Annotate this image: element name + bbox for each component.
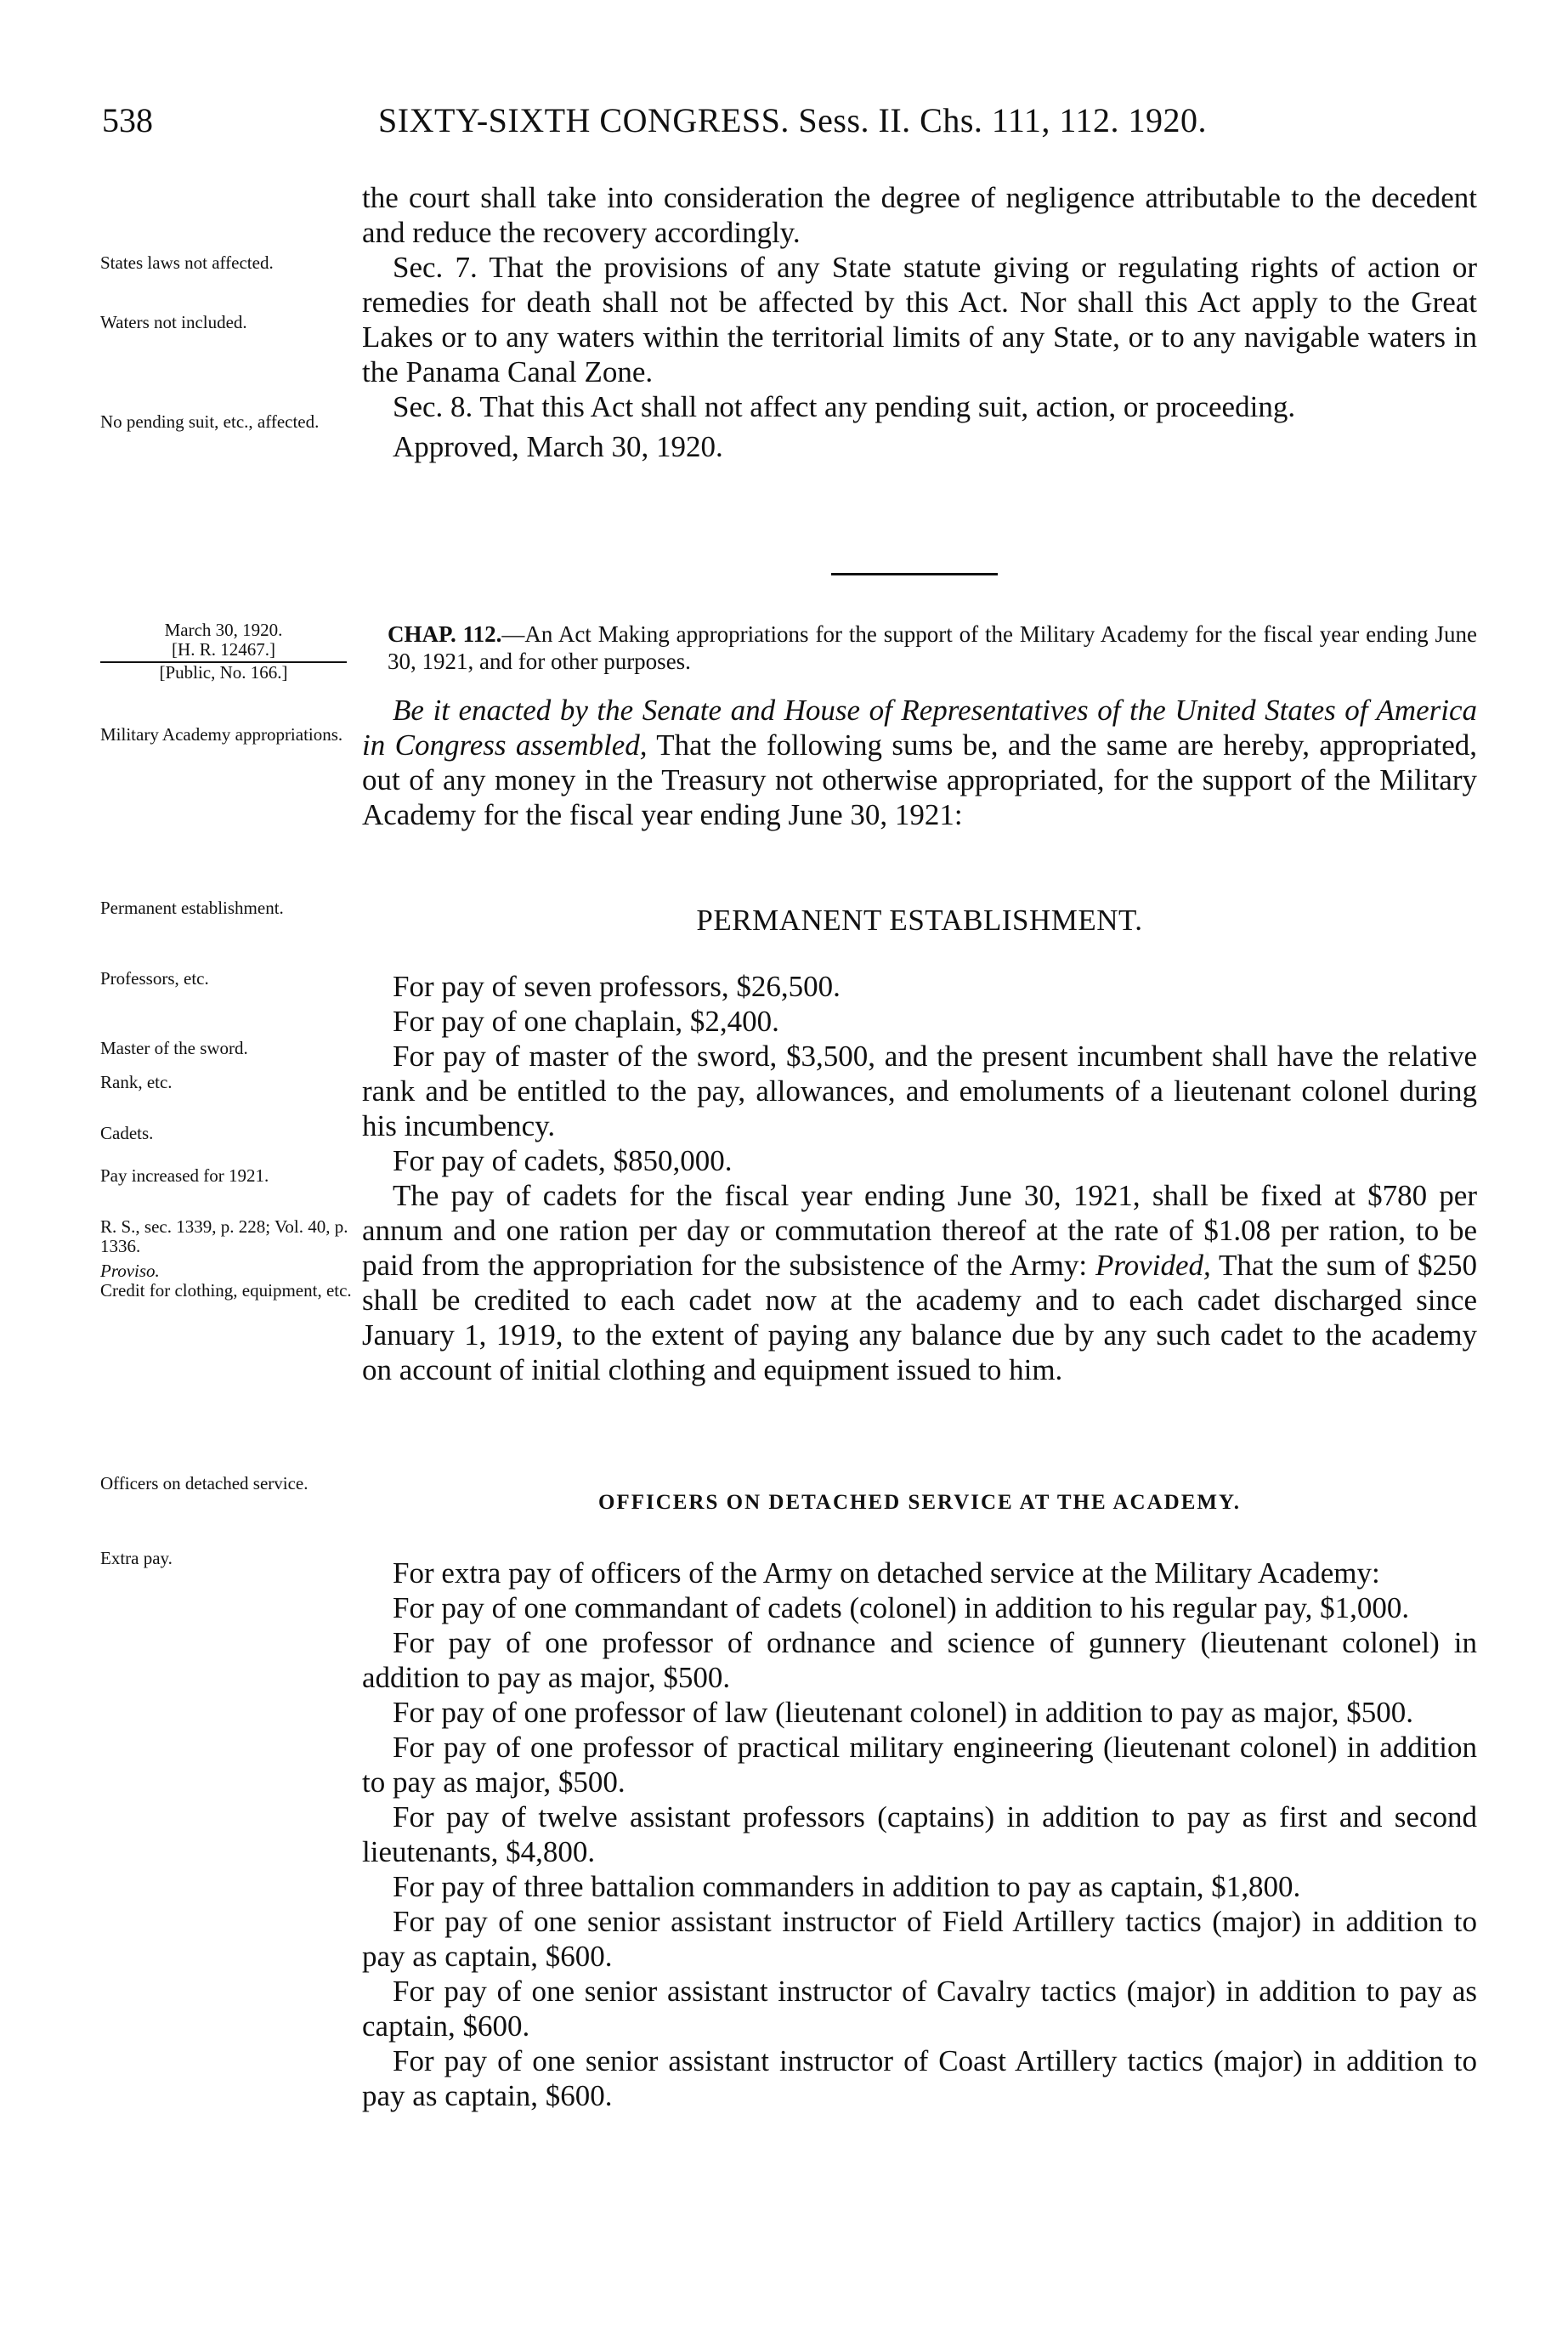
margin-note-rank: Rank, etc. [100,1072,173,1092]
officer-item: For pay of three battalion commanders in addition to pay as captain, $1,800. [393,1870,1301,1903]
margin-note-master: Master of the sword. [100,1038,248,1058]
item-master-of-sword: For pay of master of the sword, $3,500, and the present incumbent shall have the relative rank and be entitled to the pay, allowances, and emoluments of a lieutenant colonel during his incumbency. [362,1040,1477,1142]
item-chaplain: For pay of one chaplain, $2,400. [393,1005,779,1038]
citation-date: March 30, 1920. [164,620,283,640]
margin-note-pay-increased: Pay increased for 1921. [100,1165,269,1186]
section-7: Sec. 7. That the provisions of any State statute giving or regulating rights of action or remedies for death shall not be affected by this Act. Nor shall this Act apply to the Great Lakes or to any waters within the territorial limits of any State, or to any navigable waters in the Panama Canal Zone. [362,251,1477,388]
previous-chapter-end [362,180,1477,464]
margin-note-no-pending: No pending suit, etc., affected. [100,411,320,432]
margin-note-proviso: Proviso. [100,1261,160,1281]
margin-note-revised-statutes: R. S., sec. 1339, p. 228; Vol. 40, p. 1336. [100,1216,348,1256]
item-cadets: For pay of cadets, $850,000. [393,1144,733,1177]
enacting-clause [362,693,1477,832]
page-number: 538 [102,101,153,139]
chapter-citation [100,621,347,683]
citation-bill: [H. R. 12467.] [172,639,275,660]
approval-line: Approved, March 30, 1920. [393,430,723,463]
item-cadet-pay: The pay of cadets for the fiscal year ending June 30, 1921, shall be fixed at $780 per annum and one ration per day or commutation thereof at the rate of $1.08 per ration, to be paid from the appropriation for the subsistence of the Army: Provided, That the sum of $250 shall be credited to each cadet now at the academy and to each cadet discharged since January 1, 1919, to the extent of paying any balance due by any such cadet to the academy on account of initial clothing and equipment issued to him. [362,1179,1478,1386]
officer-item: For pay of one professor of practical military engineering (lieutenant colonel) in addition to pay as major, $500. [362,1731,1477,1799]
chapter-description: —An Act Making appropriations for the support of the Military Academy for the fiscal year ending June 30, 1921, and for other purposes. [388,621,1477,674]
permanent-items [362,969,1477,1387]
chapter-label: CHAP. 112. [388,621,502,647]
section-8: Sec. 8. That this Act shall not affect any pending suit, action, or proceeding. [393,390,1296,423]
heading-permanent-establishment: PERMANENT ESTABLISHMENT. [696,904,1143,937]
margin-note-officers: Officers on detached service. [100,1473,309,1493]
margin-note-credit: Credit for clothing, equipment, etc. [100,1280,352,1301]
officer-item: For pay of one senior assistant instructor of Cavalry tactics (major) in addition to pay as captain, $600. [362,1975,1477,2043]
officer-item: For pay of twelve assistant professors (captains) in addition to pay as first and second lieutenants, $4,800. [362,1800,1477,1868]
officer-items [362,1556,1477,2113]
officer-item: For pay of one professor of law (lieutenant colonel) in addition to pay as major, $500. [393,1696,1413,1729]
proviso-word: Provided, [1095,1249,1211,1282]
margin-note-military-appropriations: Military Academy appropriations. [100,724,343,745]
margin-note-states-laws: States laws not affected. [100,252,274,273]
enacting-formula: Be it enacted by the Senate and House of Representatives of the United States of America in Congress assembled, [362,694,1477,762]
chapter-separator-rule [831,573,998,575]
margin-note-cadets: Cadets. [100,1123,154,1143]
enacting-appropriation: That the following sums be, and the same are hereby, appropriated, out of any money in the Treasury not otherwise appropriated, for the support of the Military Academy for the fiscal year ending June 30, 1921: [362,728,1477,831]
running-head [102,100,1479,151]
margin-note-waters: Waters not included. [100,312,247,332]
officer-item: For pay of one commandant of cadets (colonel) in addition to his regular pay, $1,000. [393,1591,1410,1624]
chapter-112-title [388,621,1477,675]
officer-item: For pay of one senior assistant instructor of Coast Artillery tactics (major) in addition to pay as captain, $600. [362,2044,1477,2112]
item-professors: For pay of seven professors, $26,500. [393,970,841,1003]
officer-item: For extra pay of officers of the Army on detached service at the Military Academy: [393,1556,1380,1590]
negligence-line: the court shall take into consideration the degree of negligence attributable to the decedent and reduce the recovery accordingly. [362,181,1477,249]
heading-officers-detached: OFFICERS ON DETACHED SERVICE AT THE ACADEMY. [597,1491,1241,1514]
citation-public-law: [Public, No. 166.] [100,661,347,683]
officer-item: For pay of one senior assistant instructor of Field Artillery tactics (major) in addition to pay as captain, $600. [362,1905,1477,1973]
margin-note-professors: Professors, etc. [100,968,209,989]
running-title: SIXTY-SIXTH CONGRESS. Sess. II. Chs. 111, 112. 1920. [378,101,1207,139]
officer-item: For pay of one professor of ordnance and science of gunnery (lieutenant colonel) in addition to pay as major, $500. [362,1626,1477,1694]
margin-note-extra-pay: Extra pay. [100,1548,173,1568]
margin-note-permanent: Permanent establishment. [100,898,284,918]
